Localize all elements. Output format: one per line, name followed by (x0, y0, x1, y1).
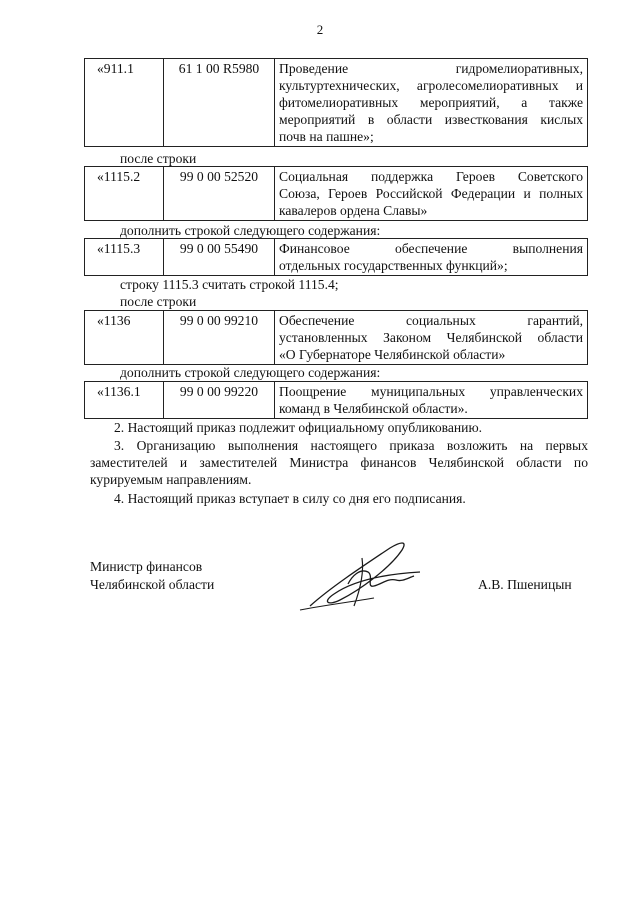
signatory-name: А.В. Пшеницын (478, 577, 572, 592)
handwritten-signature (290, 528, 440, 628)
row-target-code: 99 0 00 99210 (164, 311, 275, 365)
row-text: Обеспечение социальных гарантий, установленных Законом Челябинской области «О Губернаторе Челябинской области» (275, 311, 588, 365)
table-row-1115-3 (84, 238, 588, 276)
row-target-code: 99 0 00 99220 (164, 382, 275, 419)
paragraph-3: 3. Организацию выполнения настоящего приказа возложить на первых заместителей и заместителей Министра финансов Челябинской области по курируемым направлениям. (90, 438, 588, 487)
row-target-code: 99 0 00 55490 (164, 239, 275, 276)
row-target-code: 99 0 00 52520 (164, 167, 275, 221)
append-row-label: дополнить строкой следующего содержания: (120, 365, 381, 380)
table-row-911-1 (84, 58, 588, 147)
row-text: Проведение гидромелиоративных, культуртехнических, агролесомелиоративных и фитомелиоративных мероприятий, а также мероприятий в области известкования кислых почв на пашне»; (275, 59, 588, 147)
table-row-1136 (84, 310, 588, 365)
paragraph-4: 4. Настоящий приказ вступает в силу со дня его подписания. (114, 491, 466, 506)
row-text: Социальная поддержка Героев Советского Союза, Героев Российской Федерации и полных кавалеров ордена Славы» (275, 167, 588, 221)
append-row-label: дополнить строкой следующего содержания: (120, 223, 381, 238)
row-text: Поощрение муниципальных управленческих команд в Челябинской области». (275, 382, 588, 419)
after-row-label: после строки (120, 294, 197, 309)
after-row-label: после строки (120, 151, 197, 166)
row-target-code: 61 1 00 R5980 (164, 59, 275, 147)
signatory-position: Министр финансов Челябинской области (90, 559, 215, 592)
table-row-1115-2 (84, 166, 588, 221)
row-code: «1115.3 (85, 239, 164, 276)
page-number: 2 (316, 22, 324, 37)
row-code: «1136.1 (85, 382, 164, 419)
row-text: Финансовое обеспечение выполнения отдельных государственных функций»; (275, 239, 588, 276)
row-code: «1136 (85, 311, 164, 365)
table-row-1136-1 (84, 381, 588, 419)
row-code: «1115.2 (85, 167, 164, 221)
row-code: «911.1 (85, 59, 164, 147)
paragraph-2: 2. Настоящий приказ подлежит официальному опубликованию. (114, 420, 482, 435)
renumber-note: строку 1115.3 считать строкой 1115.4; (120, 277, 339, 292)
